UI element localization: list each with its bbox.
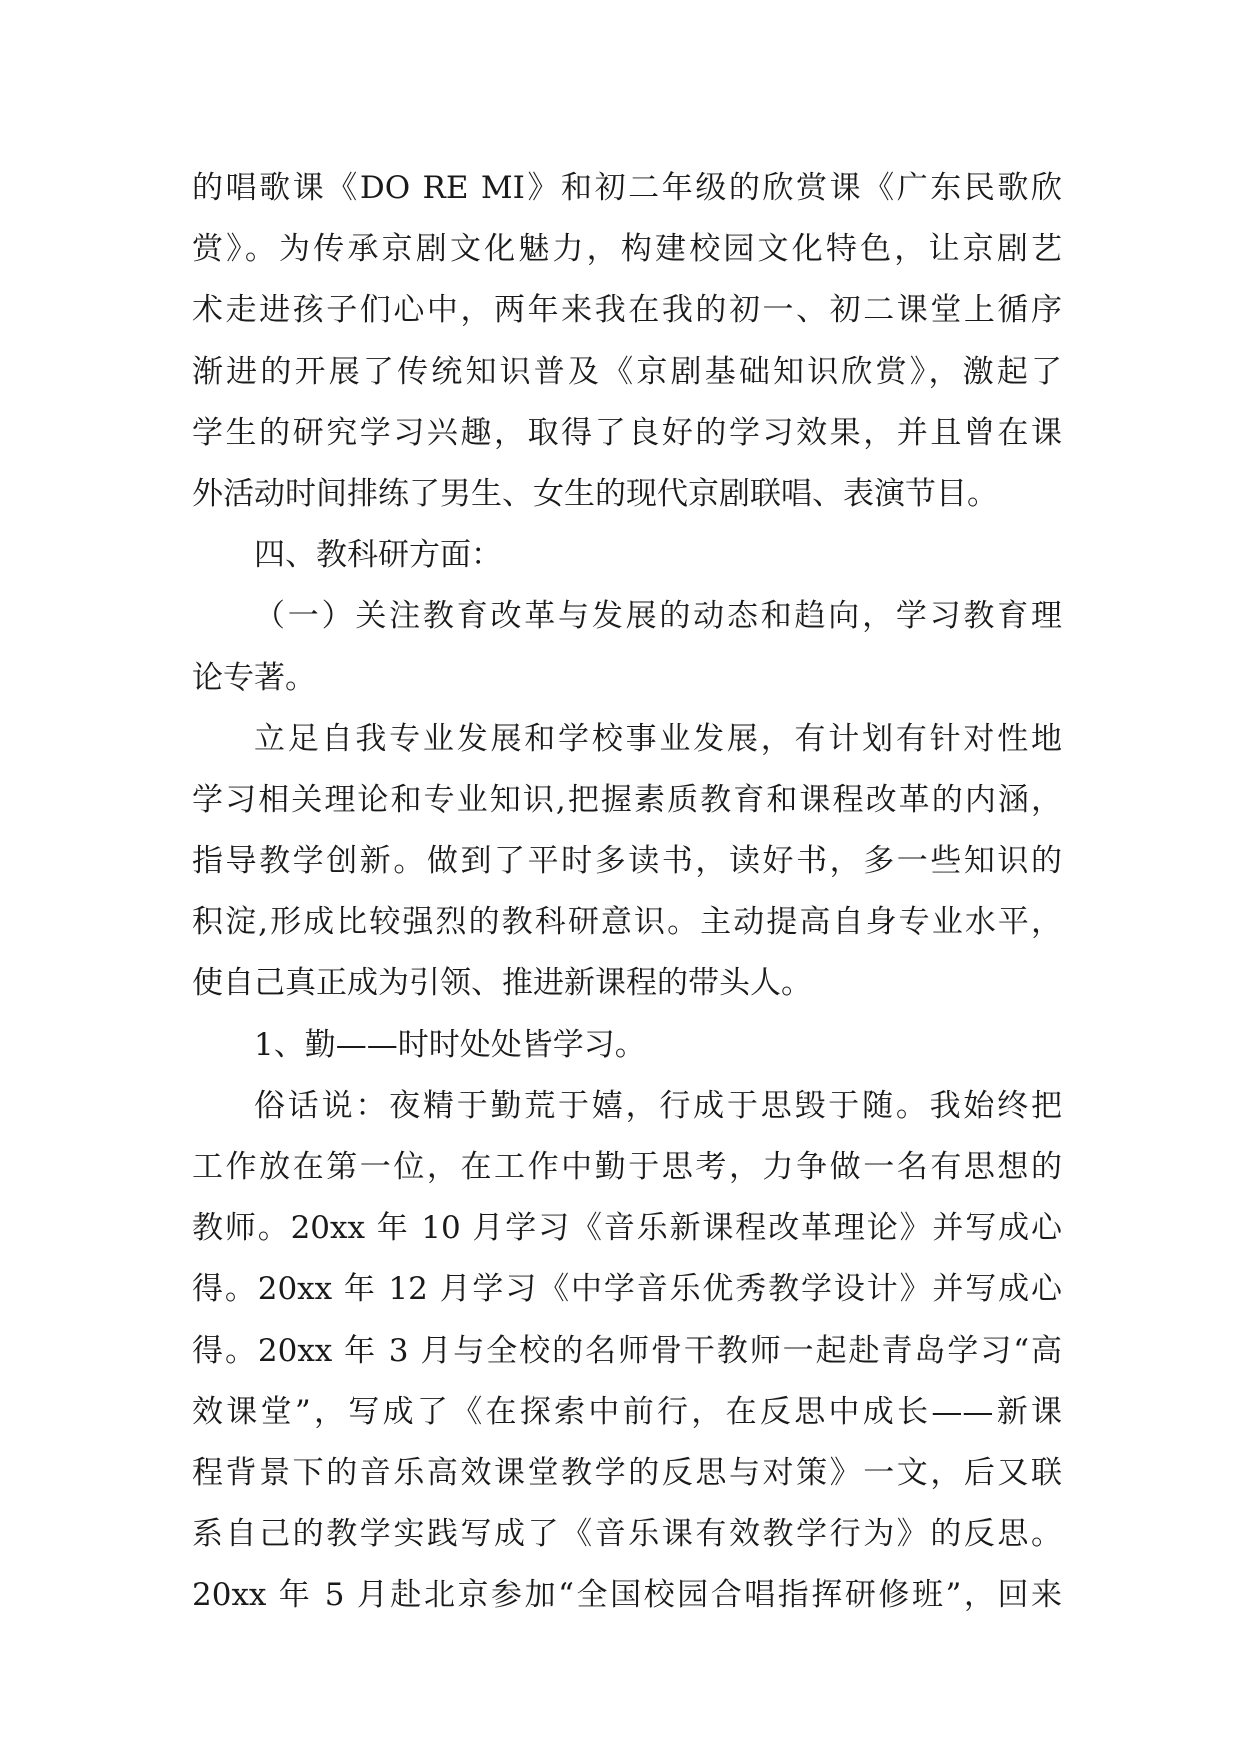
text-line: 教师。20xx 年 10 月学习《音乐新课程改革理论》并写成心 (192, 1210, 1062, 1247)
text-line: 渐进的开展了传统知识普及《京剧基础知识欣赏》，激起了 (192, 353, 1062, 390)
text-line: 积淀,形成比较强烈的教科研意识。主动提高自身专业水平， (192, 904, 1062, 941)
text-line: 术走进孩子们心中，两年来我在我的初一、初二课堂上循序 (192, 292, 1062, 329)
text-line: 使自己真正成为引领、推进新课程的带头人。 (192, 965, 812, 1002)
text-line: 学生的研究学习兴趣，取得了良好的学习效果，并且曾在课 (192, 414, 1062, 451)
text-line: 程背景下的音乐高效课堂教学的反思与对策》一文，后又联 (192, 1454, 1062, 1491)
text-line: 效课堂”，写成了《在探索中前行，在反思中成长——新课 (192, 1393, 1062, 1430)
text-line: 四、教科研方面： (254, 537, 502, 574)
body-text (192, 158, 1062, 1627)
text-line: 俗话说：夜精于勤荒于嬉，行成于思毁于随。我始终把 (254, 1087, 1062, 1124)
text-line: 工作放在第一位，在工作中勤于思考，力争做一名有思想的 (192, 1149, 1062, 1185)
text-line: （一）关注教育改革与发展的动态和趋向，学习教育理 (254, 598, 1062, 635)
text-line: 学习相关理论和专业知识,把握素质教育和课程改革的内涵， (192, 781, 1062, 818)
text-line: 20xx 年 5 月赴北京参加“全国校园合唱指挥研修班”，回来 (192, 1577, 1062, 1614)
text-line: 系自己的教学实践写成了《音乐课有效教学行为》的反思。 (192, 1516, 1062, 1553)
text-line: 的唱歌课《DO RE MI》和初二年级的欣赏课《广东民歌欣 (192, 170, 1062, 206)
text-line: 1、勤——时时处处皆学习。 (254, 1026, 646, 1063)
text-line: 得。20xx 年 3 月与全校的名师骨干教师一起赴青岛学习“高 (192, 1332, 1062, 1369)
text-line: 指导教学创新。做到了平时多读书，读好书，多一些知识的 (192, 843, 1062, 880)
text-line: 得。20xx 年 12 月学习《中学音乐优秀教学设计》并写成心 (192, 1271, 1062, 1308)
text-line: 论专著。 (192, 659, 316, 696)
text-line: 赏》。为传承京剧文化魅力，构建校园文化特色，让京剧艺 (192, 231, 1062, 268)
text-line: 外活动时间排练了男生、女生的现代京剧联唱、表演节目。 (192, 475, 998, 512)
text-line: 立足自我专业发展和学校事业发展，有计划有针对性地 (254, 720, 1062, 757)
